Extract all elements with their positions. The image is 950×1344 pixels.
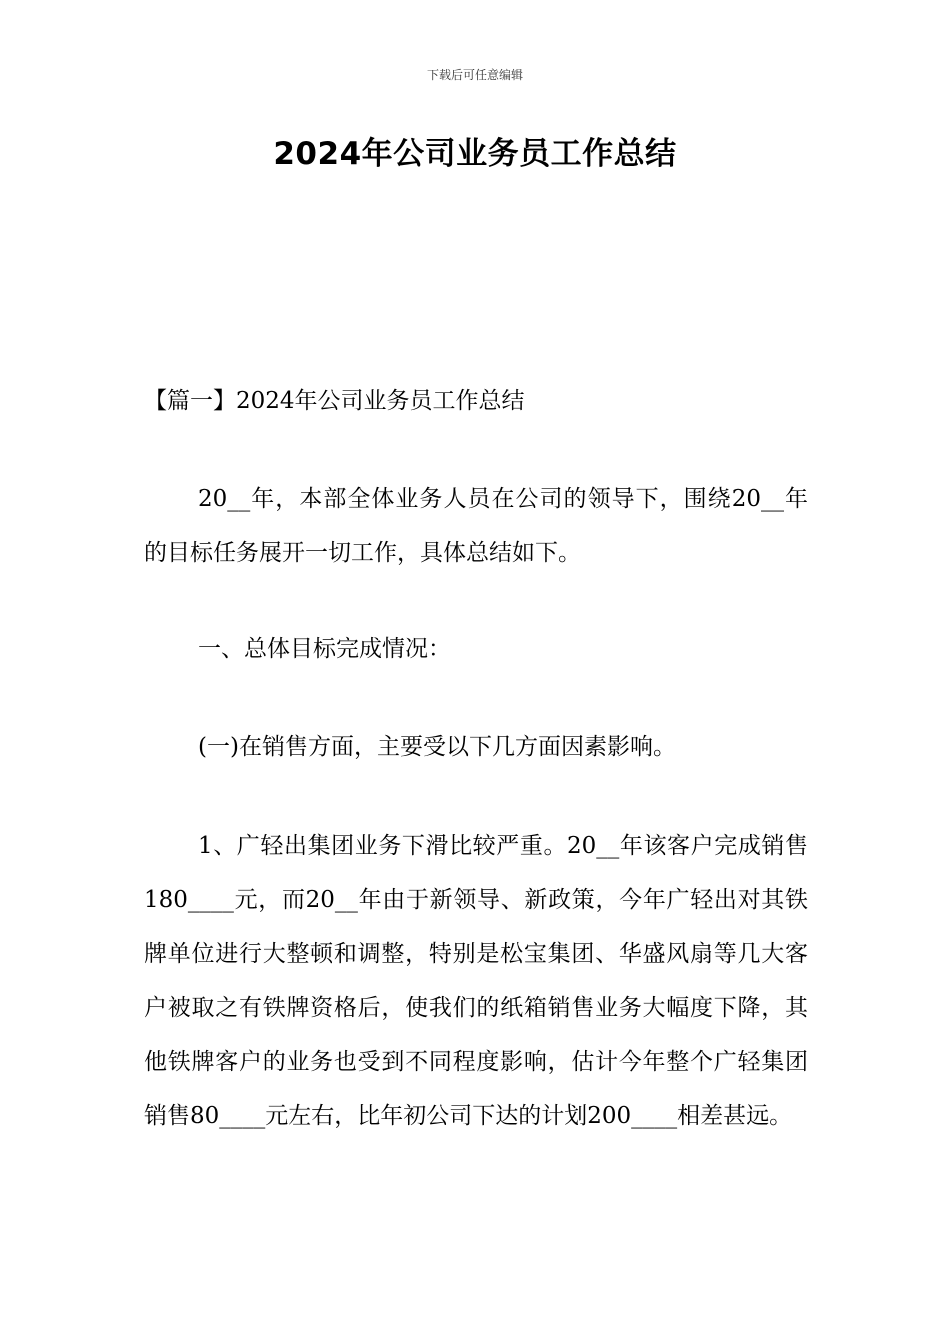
section-heading: 【篇一】2024年公司业务员工作总结 — [144, 388, 525, 414]
paragraph-intro: 20__年，本部全体业务人员在公司的领导下，围绕20__年的目标任务展开一切工作，具体总结如下。 — [144, 486, 808, 566]
paragraph-heading-sales: (一)在销售方面，主要受以下几方面因素影响。 — [198, 734, 676, 760]
paragraph-heading-overall: 一、总体目标完成情况： — [198, 636, 451, 662]
paragraph-item-1: 1、广轻出集团业务下滑比较严重。20__年该客户完成销售180____元，而20__年由于新领导、新政策，今年广轻出对其铁牌单位进行大整顿和调整，特别是松宝集团、华盛风扇等几大客户被取之有铁牌资格后，使我们的纸箱销售业务大幅度下降，其他铁牌客户的业务也受到不同程度影响，估计今年整个广轻集团销售80____元左右，比年初公司下达的计划200____相差甚远。 — [144, 833, 808, 1129]
document-title: 2024年公司业务员工作总结 — [273, 136, 677, 172]
header-note: 下载后可任意编辑 — [426, 68, 523, 82]
